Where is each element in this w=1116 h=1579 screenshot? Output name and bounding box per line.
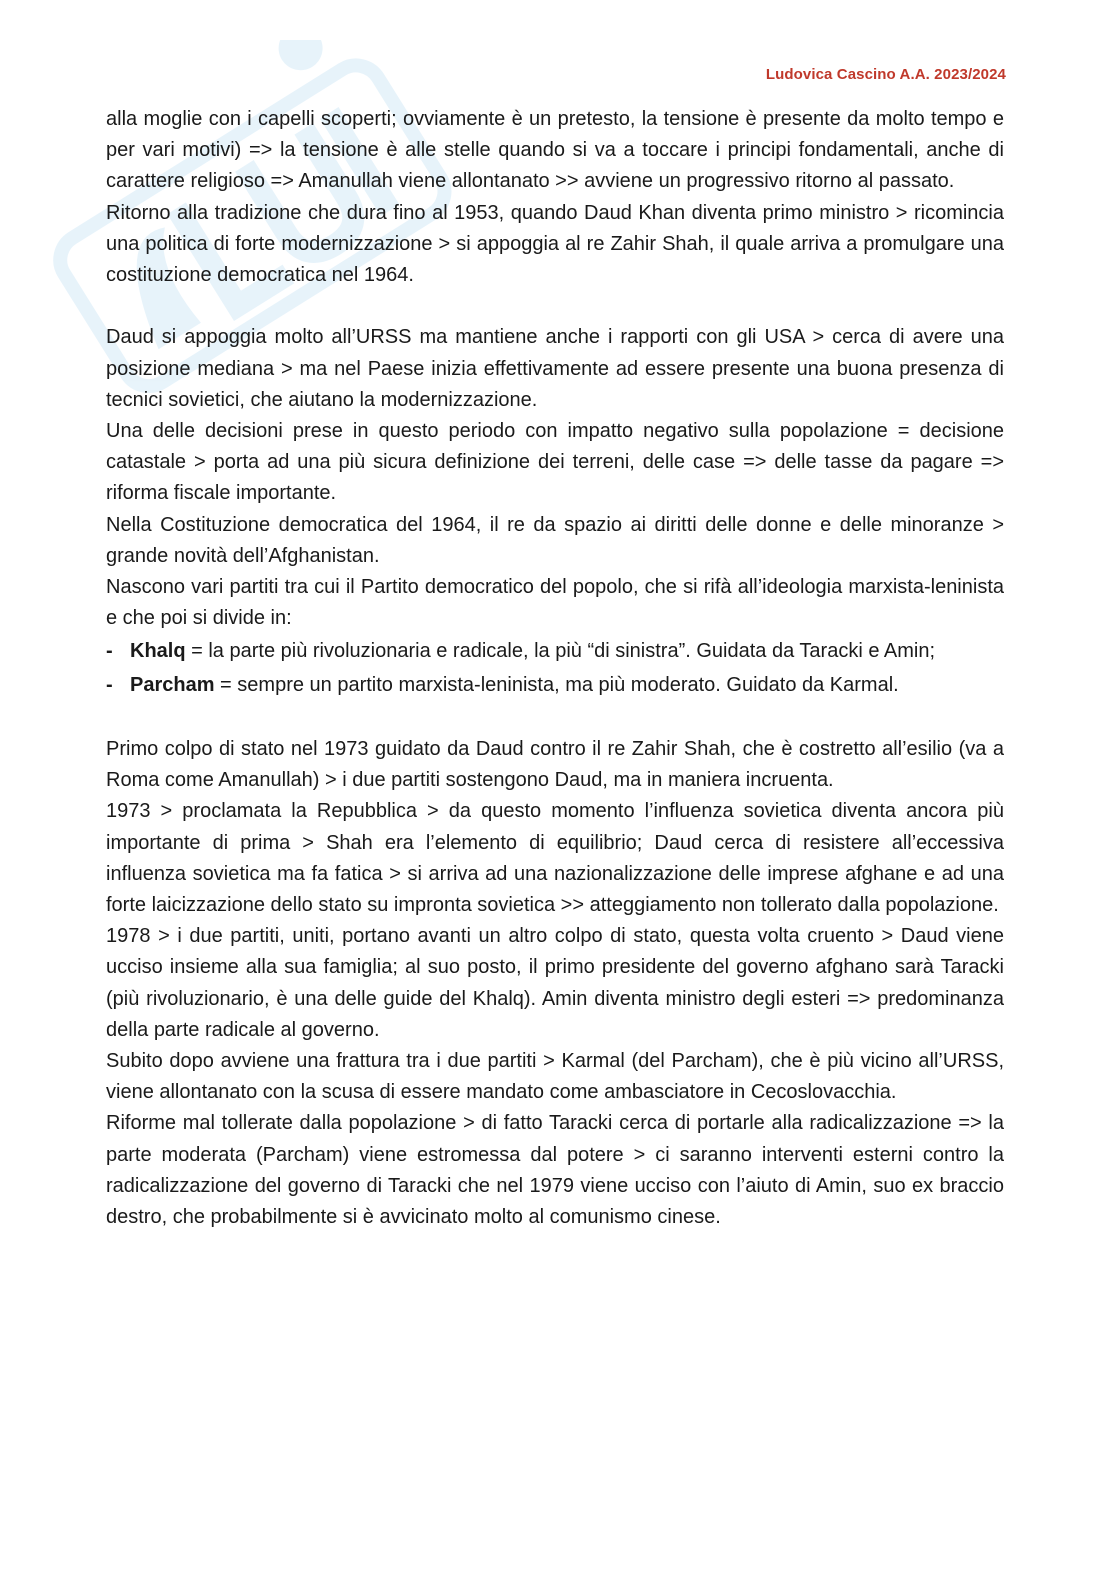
list-item [106, 670, 1004, 701]
paragraph: Una delle decisioni prese in questo periodo con impatto negativo sulla popolazione = decisione catastale > porta ad una più sicura definizione dei terreni, delle case => delle tasse da pagare => riforma fiscale importante. [106, 420, 1004, 505]
paragraph-gap [106, 703, 1004, 734]
paragraph: Subito dopo avviene una frattura tra i due partiti > Karmal (del Parcham), che è più vicino all’URSS, viene allontanato con la scusa di essere mandato come ambasciatore in Cecoslovacchia. [106, 1050, 1004, 1104]
party-list [106, 636, 1004, 700]
list-bullet: - [106, 673, 113, 696]
document-header: Ludovica Cascino A.A. 2023/2024 [765, 66, 1006, 83]
party-description: = la parte più rivoluzionaria e radicale, la più “di sinistra”. Guidata da Taracki e Amin; [185, 640, 936, 663]
party-name: Parcham [130, 673, 215, 696]
document-body [106, 104, 1004, 1233]
paragraph-gap [106, 291, 1004, 322]
party-name: Khalq [130, 640, 186, 663]
paragraph: alla moglie con i capelli scoperti; ovviamente è un pretesto, la tensione è presente da molto tempo e per vari motivi) => la tensione è alle stelle quando si va a toccare i principi fondamentali, anche di carattere religioso => Amanullah viene allontanato >> avviene un progressivo ritorno al passato. [106, 108, 1004, 193]
paragraph: Nascono vari partiti tra cui il Partito democratico del popolo, che si rifà all’ideologia marxista-leninista e che poi si divide in: [106, 576, 1004, 630]
paragraph: Ritorno alla tradizione che dura fino al 1953, quando Daud Khan diventa primo ministro > ricomincia una politica di forte modernizzazione > si appoggia al re Zahir Shah, il quale arriva a promulgare una costituzione democratica nel 1964. [106, 201, 1004, 287]
paragraph: Riforme mal tollerate dalla popolazione > di fatto Taracki cerca di portarle alla radicalizzazione => la parte moderata (Parcham) viene estromessa dal potere > ci saranno interventi esterni contro la radicalizzazione del governo di Taracki che nel 1979 viene ucciso con l’aiuto di Amin, suo ex braccio destro, che probabilmente si è avvicinato molto al comunismo cinese. [106, 1112, 1004, 1229]
paragraph: Nella Costituzione democratica del 1964, il re da spazio ai diritti delle donne e delle minoranze > grande novità dell’Afghanistan. [106, 513, 1004, 567]
paragraph: 1978 > i due partiti, uniti, portano avanti un altro colpo di stato, questa volta cruento > Daud viene ucciso insieme alla sua famiglia; al suo posto, il primo presidente del governo afghano sarà Taracki (più rivoluzionario, è una delle guide del Khalq). Amin diventa ministro degli esteri => predominanza della parte radicale al governo. [106, 925, 1004, 1041]
party-description: = sempre un partito marxista-leninista, ma più moderato. Guidato da Karmal. [214, 673, 899, 696]
paragraph: Daud si appoggia molto all’URSS ma mantiene anche i rapporti con gli USA > cerca di avere una posizione mediana > ma nel Paese inizia effettivamente ad essere presente una buona presenza di tecnici sovietici, che aiutano la modernizzazione. [106, 326, 1004, 411]
paragraph: Primo colpo di stato nel 1973 guidato da Daud contro il re Zahir Shah, che è costretto all’esilio (va a Roma come Amanullah) > i due partiti sostengono Daud, ma in maniera incruenta. [106, 738, 1004, 792]
list-bullet: - [106, 640, 113, 663]
list-item [106, 636, 1004, 667]
paragraph: 1973 > proclamata la Repubblica > da questo momento l’influenza sovietica diventa ancora più importante di prima > Shah era l’elemento di equilibrio; Daud cerca di resistere all’eccessiva influenza sovietica ma fa fatica > si arriva ad una nazionalizzazione delle imprese afghane e ad una forte laicizzazione dello stato su impronta sovietica >> atteggiamento non tollerato dalla popolazione. [106, 800, 1004, 917]
